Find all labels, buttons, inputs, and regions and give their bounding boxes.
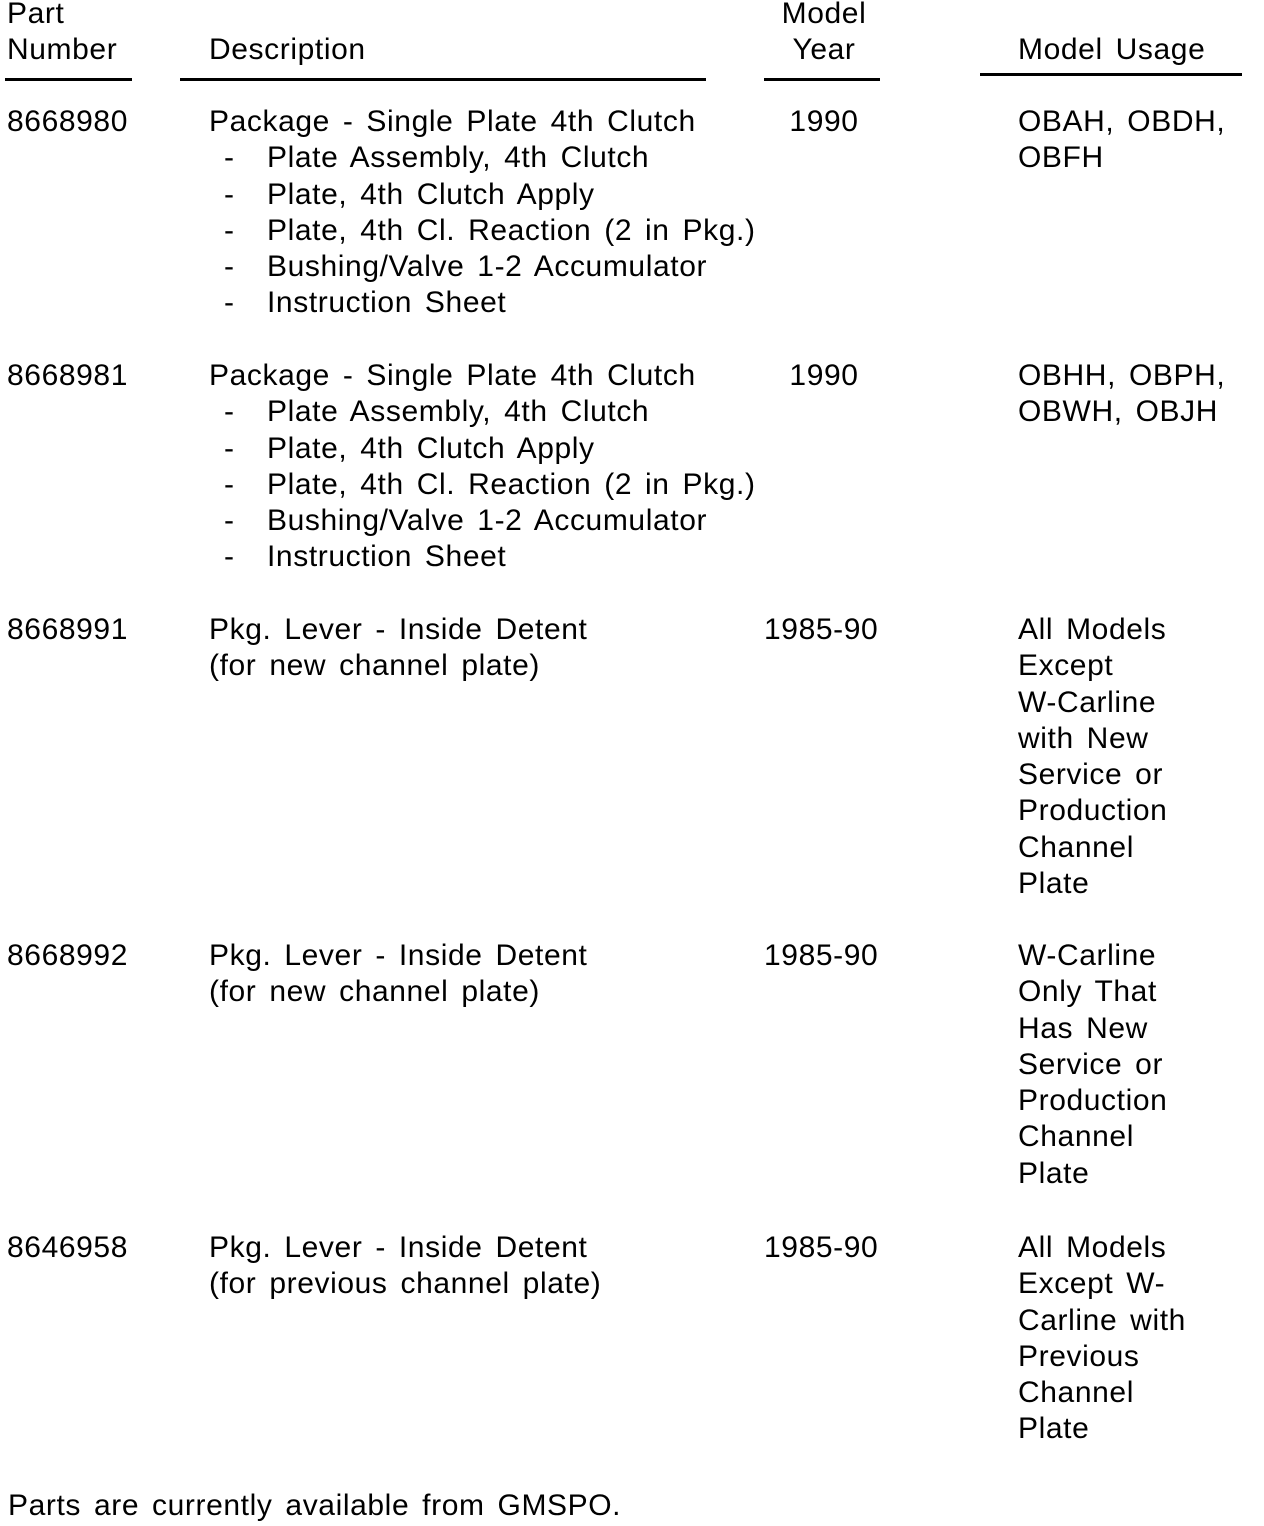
header-rule-year: [764, 78, 880, 81]
subitem-dash: -: [224, 177, 235, 211]
description-subitem: [209, 140, 756, 176]
usage-line: Production: [1018, 794, 1168, 828]
subitem-text: Plate Assembly, 4th Clutch: [267, 141, 650, 175]
description-note: (for new channel plate): [209, 975, 540, 1009]
description-subitem: [209, 285, 756, 321]
model-usage: [1018, 104, 1225, 177]
model-year: 1985-90: [764, 613, 879, 646]
header-model-year-line2: Year: [792, 33, 856, 67]
usage-line: Service or: [1018, 758, 1164, 792]
description-subitem: [209, 503, 756, 539]
usage-line: OBWH, OBJH: [1018, 395, 1219, 429]
usage-line: Has New: [1018, 1011, 1148, 1045]
description: [209, 358, 756, 576]
model-year: 1985-90: [764, 1231, 879, 1264]
description-subitem: [209, 394, 756, 430]
subitem-text: Plate Assembly, 4th Clutch: [267, 395, 650, 429]
subitem-dash: -: [224, 395, 235, 429]
description-subitem: [209, 467, 756, 503]
model-usage: [1018, 938, 1167, 1192]
header-description: Description: [209, 33, 366, 66]
description: [209, 612, 587, 685]
subitem-text: Bushing/Valve 1-2 Accumulator: [267, 504, 708, 538]
model-year: 1990: [789, 359, 859, 392]
usage-line: All Models: [1018, 613, 1167, 646]
subitem-text: Plate, 4th Clutch Apply: [267, 431, 595, 465]
subitem-dash: -: [224, 540, 235, 574]
subitem-text: Plate, 4th Cl. Reaction (2 in Pkg.): [267, 467, 756, 501]
usage-line: W-Carline: [1018, 685, 1157, 719]
usage-line: W-Carline: [1018, 939, 1157, 972]
description-subitem: [209, 249, 756, 285]
description-title: Package - Single Plate 4th Clutch: [209, 105, 696, 138]
subitem-dash: -: [224, 431, 235, 465]
subitem-dash: -: [224, 250, 235, 284]
subitem-text: Bushing/Valve 1-2 Accumulator: [267, 250, 708, 284]
usage-line: OBAH, OBDH,: [1018, 105, 1226, 138]
header-rule-usage: [980, 73, 1242, 76]
model-year: 1990: [789, 105, 859, 138]
description-note: (for previous channel plate): [209, 1267, 602, 1301]
usage-line: Carline with: [1018, 1303, 1186, 1337]
description-subitem: [209, 539, 756, 575]
usage-line: Except W-: [1018, 1267, 1166, 1301]
description-subitem: [209, 177, 756, 213]
part-number: 8668980: [7, 105, 128, 138]
header-model-year: [764, 0, 884, 69]
usage-line: Previous: [1018, 1339, 1140, 1373]
subitem-dash: -: [224, 467, 235, 501]
subitem-text: Plate, 4th Cl. Reaction (2 in Pkg.): [267, 213, 756, 247]
usage-line: Channel: [1018, 1120, 1134, 1154]
usage-line: Channel: [1018, 830, 1134, 864]
subitem-text: Plate, 4th Clutch Apply: [267, 177, 595, 211]
usage-line: OBFH: [1018, 141, 1104, 175]
description: [209, 104, 756, 322]
usage-line: OBHH, OBPH,: [1018, 359, 1226, 392]
part-number: 8668992: [7, 939, 128, 972]
description-subitem: [209, 213, 756, 249]
part-number: 8668981: [7, 359, 128, 392]
usage-line: Only That: [1018, 975, 1157, 1009]
description: [209, 1230, 601, 1303]
availability-note: Parts are currently available from GMSPO.: [8, 1489, 622, 1522]
header-part-number-line2: Number: [7, 33, 118, 67]
description-title: Package - Single Plate 4th Clutch: [209, 359, 696, 392]
subitem-dash: -: [224, 141, 235, 175]
description-note: (for new channel plate): [209, 649, 540, 683]
description-title: Pkg. Lever - Inside Detent: [209, 939, 588, 972]
header-part-number: [7, 0, 117, 69]
subitem-text: Instruction Sheet: [267, 286, 507, 320]
header-rule-description: [180, 78, 706, 81]
usage-line: Service or: [1018, 1047, 1164, 1081]
subitem-dash: -: [224, 504, 235, 538]
usage-line: Production: [1018, 1084, 1168, 1118]
usage-line: Plate: [1018, 1412, 1090, 1446]
description: [209, 938, 587, 1011]
model-usage: [1018, 612, 1167, 902]
model-usage: [1018, 358, 1225, 431]
subitem-dash: -: [224, 286, 235, 320]
usage-line: All Models: [1018, 1231, 1167, 1264]
usage-line: with New: [1018, 721, 1149, 755]
model-year: 1985-90: [764, 939, 879, 972]
header-model-year-line1: Model: [781, 0, 867, 30]
description-subitem: [209, 431, 756, 467]
subitem-dash: -: [224, 213, 235, 247]
subitem-text: Instruction Sheet: [267, 540, 507, 574]
header-rule-part: [5, 78, 132, 81]
usage-line: Plate: [1018, 1156, 1090, 1190]
usage-line: Plate: [1018, 867, 1090, 901]
header-model-usage: Model Usage: [1018, 33, 1206, 66]
usage-line: Channel: [1018, 1376, 1134, 1410]
model-usage: [1018, 1230, 1186, 1448]
part-number: 8668991: [7, 613, 128, 646]
header-part-number-line1: Part: [7, 0, 65, 30]
description-title: Pkg. Lever - Inside Detent: [209, 1231, 588, 1264]
usage-line: Except: [1018, 649, 1114, 683]
description-title: Pkg. Lever - Inside Detent: [209, 613, 588, 646]
part-number: 8646958: [7, 1231, 128, 1264]
